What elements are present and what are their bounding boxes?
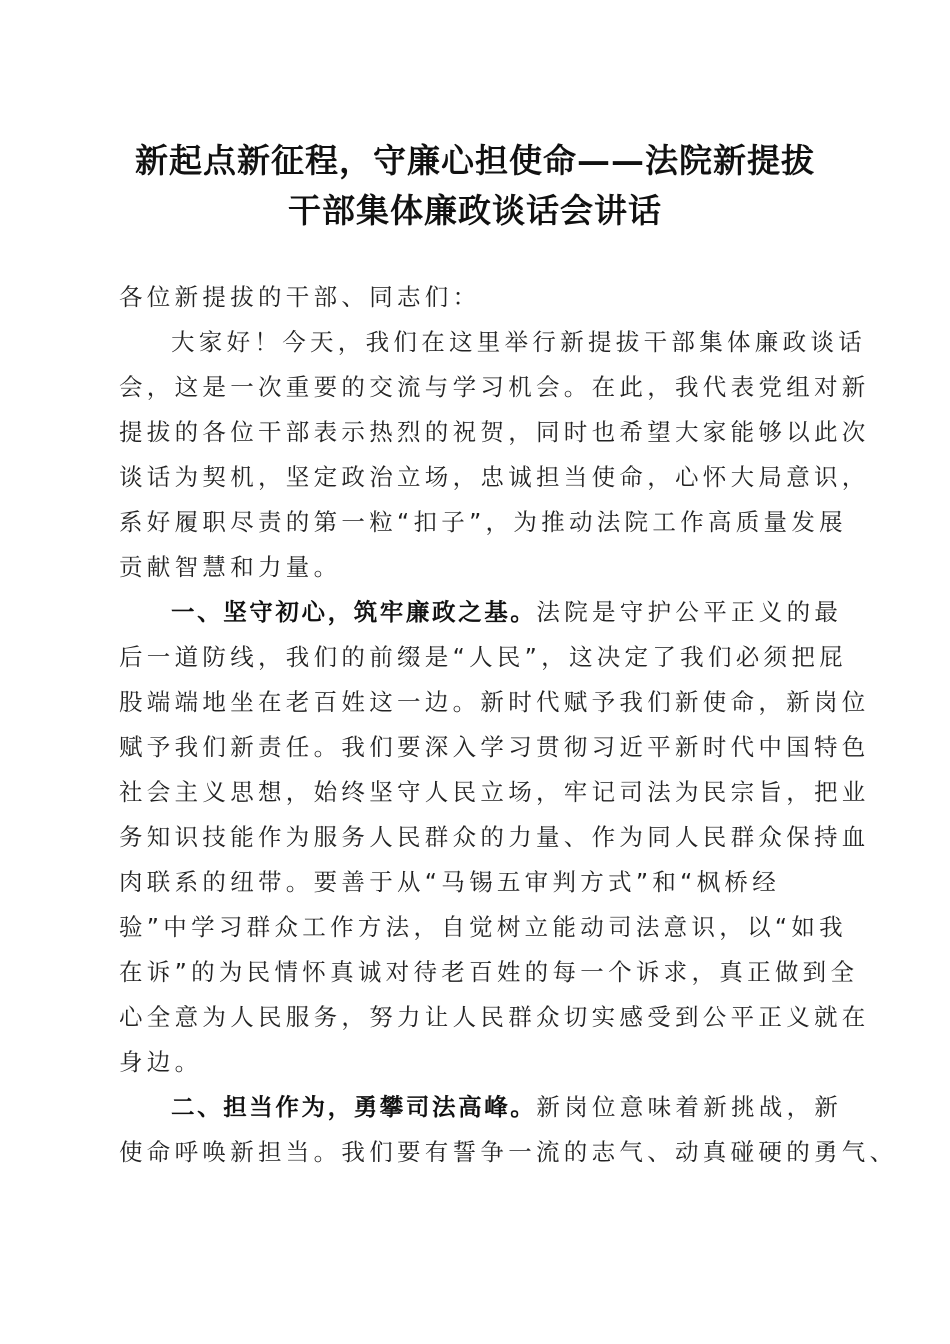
- section-1-line: 赋予我们新责任。我们要深入学习贯彻习近平新时代中国特色: [119, 733, 870, 761]
- section-1-line: 心全意为人民服务，努力让人民群众切实感受到公平正义就在: [119, 1003, 870, 1031]
- section-1-line: 社会主义思想，始终坚守人民立场，牢记司法为民宗旨，把业: [119, 778, 870, 806]
- section-1-line: 验”中学习群众工作方法，自觉树立能动司法意识，以“如我: [119, 913, 847, 941]
- intro-line: 贡献智慧和力量。: [119, 553, 342, 581]
- section-1-line: 身边。: [119, 1048, 203, 1076]
- section-1-line: 在诉”的为民情怀真诚对待老百姓的每一个诉求，真正做到全: [119, 958, 859, 986]
- section-2-text: 新岗位意味着新挑战，新: [536, 1093, 843, 1121]
- section-2-line: 使命呼唤新担当。我们要有誓争一流的志气、动真碰硬的勇气、: [119, 1138, 898, 1166]
- intro-line: 系好履职尽责的第一粒“扣子”，为推动法院工作高质量发展: [119, 508, 847, 536]
- title-line-2: 干部集体廉政谈话会讲话: [288, 191, 662, 230]
- intro-line: 谈话为契机，坚定政治立场，忠诚担当使命，心怀大局意识，: [119, 463, 870, 491]
- section-1-heading: 一、坚守初心，筑牢廉政之基。: [171, 598, 537, 626]
- section-1-line: 肉联系的纽带。要善于从“马锡五审判方式”和“枫桥经: [119, 868, 781, 896]
- intro-line: 提拔的各位干部表示热烈的祝贺，同时也希望大家能够以此次: [119, 418, 870, 446]
- intro-line: 大家好！今天，我们在这里举行新提拔干部集体廉政谈话: [171, 328, 866, 356]
- section-1-first-line: [119, 590, 843, 635]
- document-body: [119, 275, 898, 1175]
- section-2-first-line: [119, 1085, 843, 1130]
- salutation: 各位新提拔的干部、同志们：: [119, 283, 481, 311]
- section-1-line: 后一道防线，我们的前缀是“人民”，这决定了我们必须把屁: [119, 643, 847, 671]
- title-line-1: 新起点新征程，守廉心担使命——法院新提拔: [135, 141, 815, 180]
- section-1-text: 法院是守护公平正义的最: [536, 598, 843, 626]
- section-2-heading: 二、担当作为，勇攀司法高峰。: [171, 1093, 537, 1121]
- document-title: [100, 136, 850, 236]
- section-1-line: 务知识技能作为服务人民群众的力量、作为同人民群众保持血: [119, 823, 870, 851]
- intro-line: 会，这是一次重要的交流与学习机会。在此，我代表党组对新: [119, 373, 870, 401]
- section-1-line: 股端端地坐在老百姓这一边。新时代赋予我们新使命，新岗位: [119, 688, 870, 716]
